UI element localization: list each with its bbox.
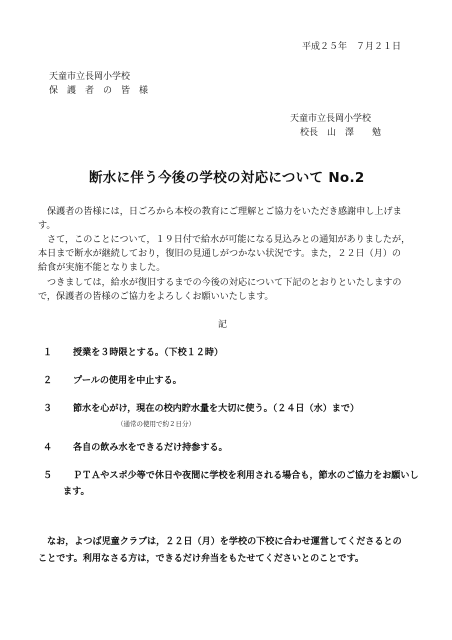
item-text: プールの使用を中止する。 <box>73 376 182 386</box>
paragraph-1-line-2: す。 <box>38 221 56 231</box>
closing-line-2: ことです。利用なさる方は，できるだけ弁当をもたせてくださいとのことです。 <box>38 554 364 564</box>
closing-line-1: なお，よつば児童クラブは，２２日（月）を学校の下校に合わせ運営してくださるとの <box>47 537 402 547</box>
paragraph-1-line-1: 保護者の皆様には，日ごろから本校の教育にご理解とご協力をいただき感謝申し上げま <box>47 207 402 217</box>
item-number: ４ <box>43 443 53 453</box>
list-item <box>43 374 182 388</box>
item-text: 授業を３時限とする。（下校１２時） <box>73 348 224 358</box>
document-date: 平成２５年 ７月２１日 <box>302 42 402 52</box>
item-number: １ <box>43 348 53 358</box>
list-item <box>43 469 419 483</box>
item-text: 節水を心がけ，現在の校内貯水量を大切に使う。（２４日（水）まで） <box>73 404 360 414</box>
recipient-organization: 天童市立長岡小学校 <box>49 72 131 82</box>
paragraph-3-line-2: で，保護者の皆様のご協力をよろしくお願いいたします。 <box>38 292 274 302</box>
recipient-name: 保 護 者 の 皆 様 <box>49 86 149 96</box>
list-item <box>43 441 228 455</box>
paragraph-2-line-1: さて，このことについて，１９日付で給水が可能になる見込みとの通知がありましたが， <box>47 235 411 245</box>
item-number: ３ <box>43 404 53 414</box>
list-item <box>43 402 359 416</box>
paragraph-2-line-2: 本日まで断水が継続しており，復旧の見通しがつかない状況です。また，２２日（月）の <box>38 249 402 259</box>
paragraph-3-line-1: つきましては，給水が復旧するまでの今後の対応について下記のとおりといたしますの <box>47 278 402 288</box>
document-title: 断水に伴う今後の学校の対応について No.2 <box>89 170 365 186</box>
sender-organization: 天童市立長岡小学校 <box>290 114 372 124</box>
item-text: ＰＴＡやスポ少等で休日や夜間に学校を利用される場合も，節水のご協力をお願いし <box>73 471 419 481</box>
list-item <box>43 346 223 360</box>
item-text-continuation: ます。 <box>63 487 90 497</box>
item-number: ２ <box>43 376 53 386</box>
item-number: ５ <box>43 471 53 481</box>
sender-name: 校長 山 澤 勉 <box>300 128 382 138</box>
paragraph-2-line-3: 給食が実施不能となりました。 <box>38 263 166 273</box>
item-note: （通常の使用で約２日分） <box>117 420 195 428</box>
item-text: 各自の飲み水をできるだけ持参する。 <box>73 443 228 453</box>
ki-marker: 記 <box>218 320 228 330</box>
